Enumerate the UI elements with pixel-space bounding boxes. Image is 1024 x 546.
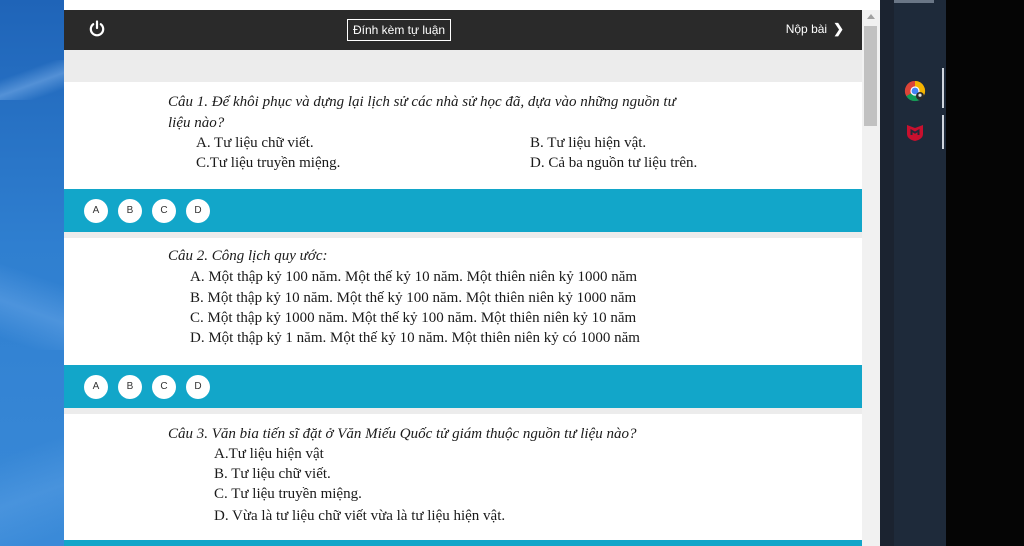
answer-1-choice-a[interactable]: A	[84, 199, 108, 223]
quiz-header-bar	[64, 10, 862, 50]
question-2-option-c: C. Một thập kỷ 1000 năm. Một thế kỷ 100 năm. Một thiên niên kỷ 10 năm	[190, 310, 637, 326]
question-card-3	[64, 414, 862, 540]
taskbar-active-indicator	[942, 115, 944, 149]
browser-window	[64, 0, 880, 546]
screen-edge	[946, 0, 1024, 546]
answer-bar-3	[64, 540, 862, 546]
mcafee-icon[interactable]	[905, 122, 925, 142]
power-icon	[86, 18, 108, 40]
question-2-option-b: B. Một thập kỷ 10 năm. Một thế kỷ 100 năm. Một thiên niên kỷ 1000 năm	[190, 290, 637, 306]
answer-1-choice-b[interactable]: B	[118, 199, 142, 223]
submit-label: Nộp bài	[785, 22, 828, 36]
question-3-option-a: A.Tư liệu hiện vật	[214, 446, 324, 462]
window-edge	[880, 0, 894, 546]
mcafee-shield-logo	[905, 122, 925, 142]
question-2-text-line1: Câu 2. Công lịch quy ước:	[168, 248, 328, 264]
desktop-wallpaper-light	[0, 250, 70, 350]
answer-bar-2	[64, 365, 862, 408]
question-card-1	[64, 82, 862, 189]
question-card-2	[64, 238, 862, 365]
chevron-right-icon: ❯	[833, 21, 844, 36]
taskbar-indicator	[894, 0, 934, 3]
question-3-text-line1: Câu 3. Văn bia tiến sĩ đặt ở Văn Miếu Quốc tử giám thuộc nguồn tư liệu nào?	[168, 426, 637, 442]
question-2-option-a: A. Một thập kỷ 100 năm. Một thế kỷ 10 năm. Một thiên niên kỷ 1000 năm	[190, 269, 638, 285]
question-3-option-b: B. Tư liệu chữ viết.	[214, 466, 331, 482]
desktop-wallpaper-light	[0, 430, 70, 546]
taskbar	[894, 0, 946, 546]
question-1-option-a: A. Tư liệu chữ viết.	[196, 135, 314, 151]
answer-1-choice-c[interactable]: C	[152, 199, 176, 223]
chrome-icon[interactable]	[904, 80, 926, 102]
question-1-text-line2: liệu nào?	[168, 115, 225, 131]
vertical-scrollbar[interactable]	[862, 10, 880, 546]
answer-2-choice-c[interactable]: C	[152, 375, 176, 399]
question-1-option-b: B. Tư liệu hiện vật.	[530, 135, 647, 151]
question-3-option-d: D. Vừa là tư liệu chữ viết vừa là tư liệu hiện vật.	[214, 508, 506, 524]
attach-essay-button[interactable]: Đính kèm tự luận	[347, 19, 451, 41]
submit-button[interactable]	[786, 20, 844, 38]
answer-bar-1	[64, 189, 862, 232]
power-button[interactable]	[86, 18, 108, 40]
question-1-option-d: D. Cả ba nguồn tư liệu trên.	[530, 155, 698, 171]
taskbar-active-indicator	[942, 68, 944, 108]
answer-1-choice-d[interactable]: D	[186, 199, 210, 223]
question-1-text-line1: Câu 1. Để khôi phục và dựng lại lịch sử các nhà sử học đã, dựa vào những nguồn tư	[168, 94, 676, 110]
question-2-option-d: D. Một thập kỷ 1 năm. Một thế kỷ 10 năm. Một thiên niên kỷ có 1000 năm	[190, 330, 640, 346]
content-spacer	[64, 50, 862, 82]
question-3-option-c: C. Tư liệu truyền miệng.	[214, 486, 362, 502]
answer-2-choice-d[interactable]: D	[186, 375, 210, 399]
desktop-wallpaper-light	[0, 60, 70, 100]
answer-2-choice-b[interactable]: B	[118, 375, 142, 399]
answer-2-choice-a[interactable]: A	[84, 375, 108, 399]
scrollbar-thumb[interactable]	[864, 26, 877, 126]
scroll-up-arrow-icon[interactable]	[867, 14, 875, 19]
question-1-option-c: C.Tư liệu truyền miệng.	[196, 155, 341, 171]
chrome-logo	[904, 80, 926, 102]
